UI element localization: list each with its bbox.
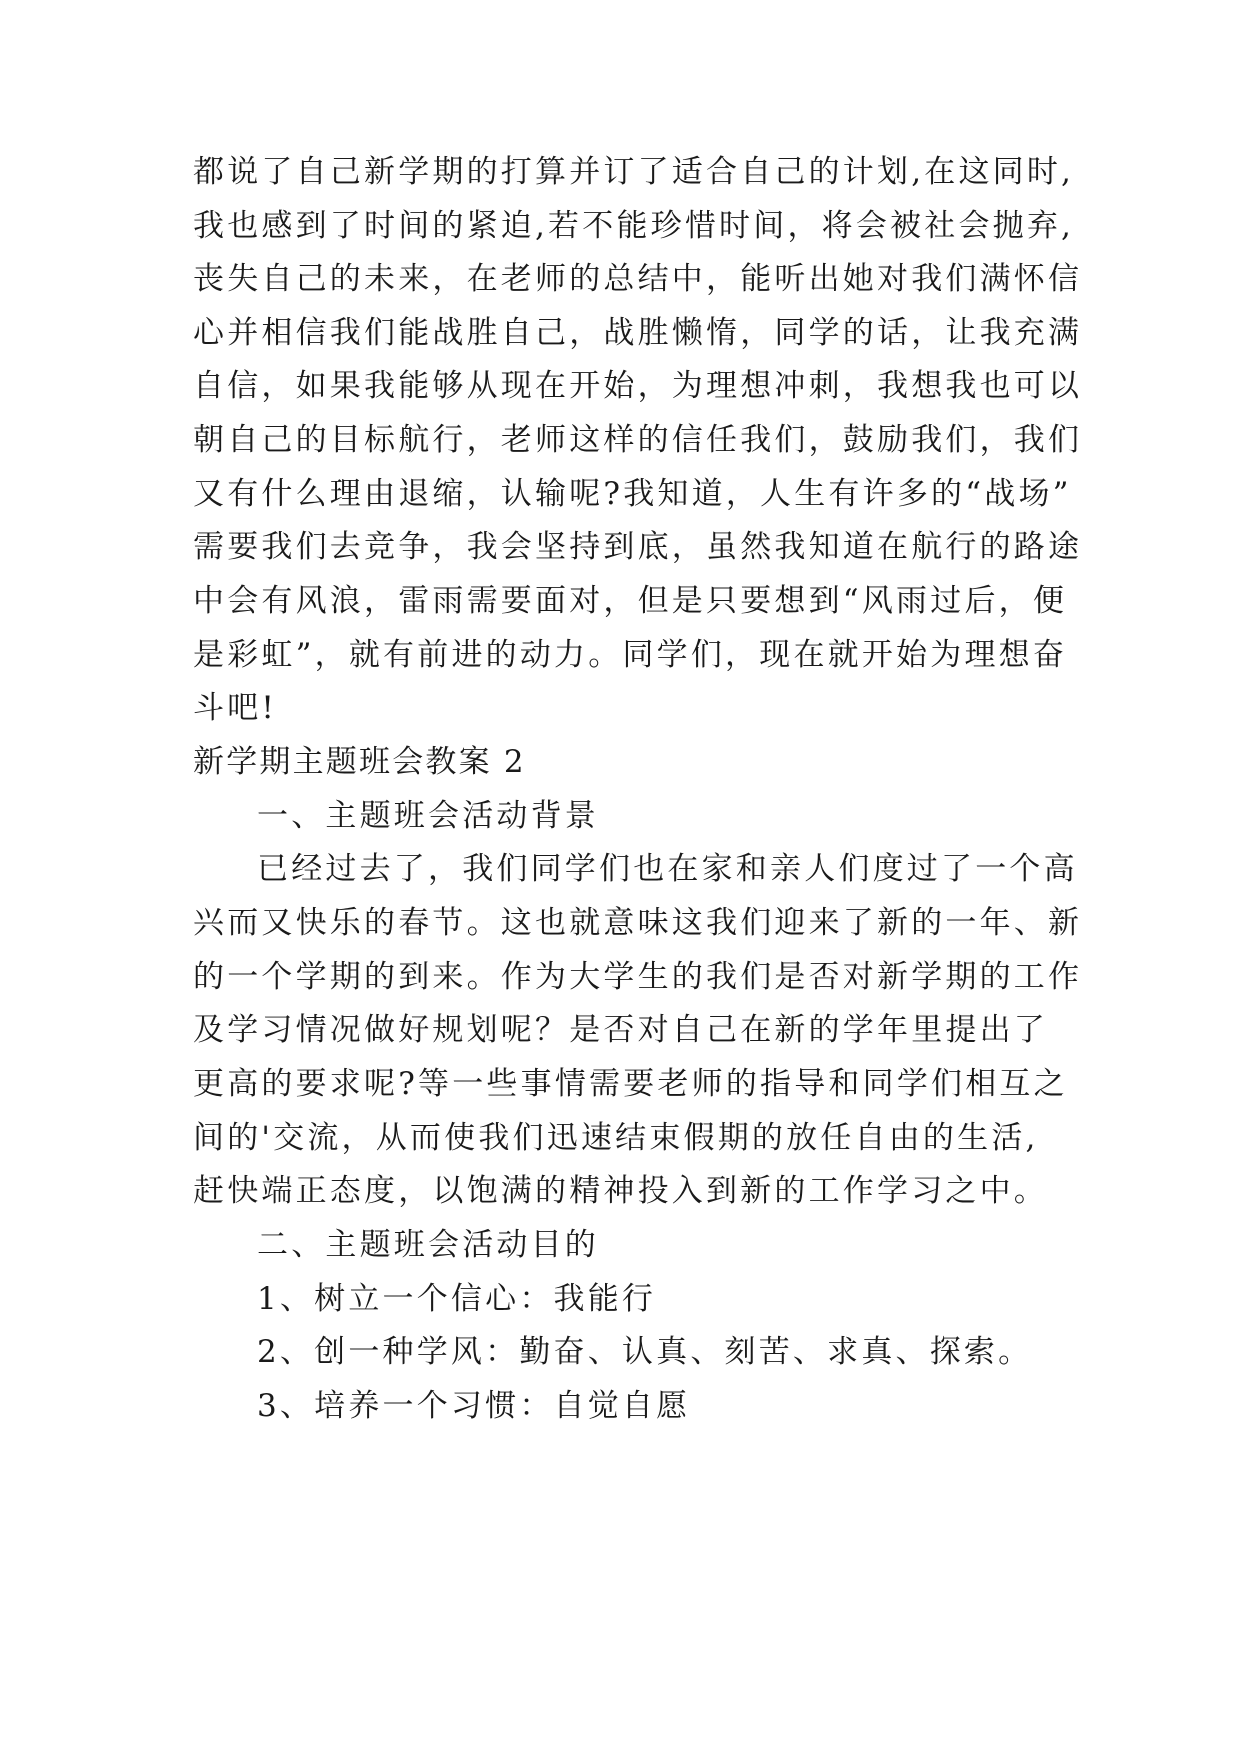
- list-item: 3、培养一个习惯：自觉自愿: [257, 1388, 691, 1424]
- paragraph-line: 又有什么理由退缩，认输呢?我知道，人生有许多的“战场”: [193, 476, 1072, 512]
- paragraph-line: 丧失自己的未来，在老师的总结中，能听出她对我们满怀信: [193, 261, 1083, 297]
- paragraph-line: 自信，如果我能够从现在开始，为理想冲刺，我想我也可以: [193, 368, 1083, 404]
- paragraph-line: 中会有风浪，雷雨需要面对，但是只要想到“风雨过后，便: [193, 583, 1068, 619]
- section-title: 新学期主题班会教案 2: [193, 744, 526, 780]
- paragraph-line: 斗吧!: [193, 690, 278, 726]
- paragraph-line: 赶快端正态度，以饱满的精神投入到新的工作学习之中。: [193, 1173, 1048, 1209]
- list-item: 2、创一种学风：勤奋、认真、刻苦、求真、探索。: [257, 1334, 1033, 1370]
- paragraph-line: 需要我们去竞争，我会坚持到底，虽然我知道在航行的路途: [193, 529, 1083, 565]
- section-heading: 二、主题班会活动目的: [257, 1227, 599, 1263]
- paragraph-line: 的一个学期的到来。作为大学生的我们是否对新学期的工作: [193, 959, 1083, 995]
- paragraph-line: 更高的要求呢?等一些事情需要老师的指导和同学们相互之: [193, 1066, 1068, 1102]
- paragraph-line: 兴而又快乐的春节。这也就意味这我们迎来了新的一年、新: [193, 905, 1083, 941]
- paragraph-line: 朝自己的目标航行，老师这样的信任我们，鼓励我们，我们: [193, 422, 1083, 458]
- paragraph-line: 我也感到了时间的紧迫,若不能珍惜时间，将会被社会抛弃,: [193, 208, 1075, 244]
- paragraph-line: 心并相信我们能战胜自己，战胜懒惰，同学的话，让我充满: [193, 315, 1083, 351]
- paragraph-line: 已经过去了，我们同学们也在家和亲人们度过了一个高: [257, 851, 1078, 887]
- paragraph-line: 及学习情况做好规划呢？是否对自己在新的学年里提出了: [193, 1012, 1048, 1048]
- paragraph-line: 是彩虹”，就有前进的动力。同学们，现在就开始为理想奋: [193, 637, 1068, 673]
- list-item: 1、树立一个信心：我能行: [257, 1281, 657, 1317]
- paragraph-line: 都说了自己新学期的打算并订了适合自己的计划,在这同时,: [193, 154, 1075, 190]
- paragraph-line: 间的'交流，从而使我们迅速结束假期的放任自由的生活,: [193, 1120, 1039, 1156]
- section-heading: 一、主题班会活动背景: [257, 798, 599, 834]
